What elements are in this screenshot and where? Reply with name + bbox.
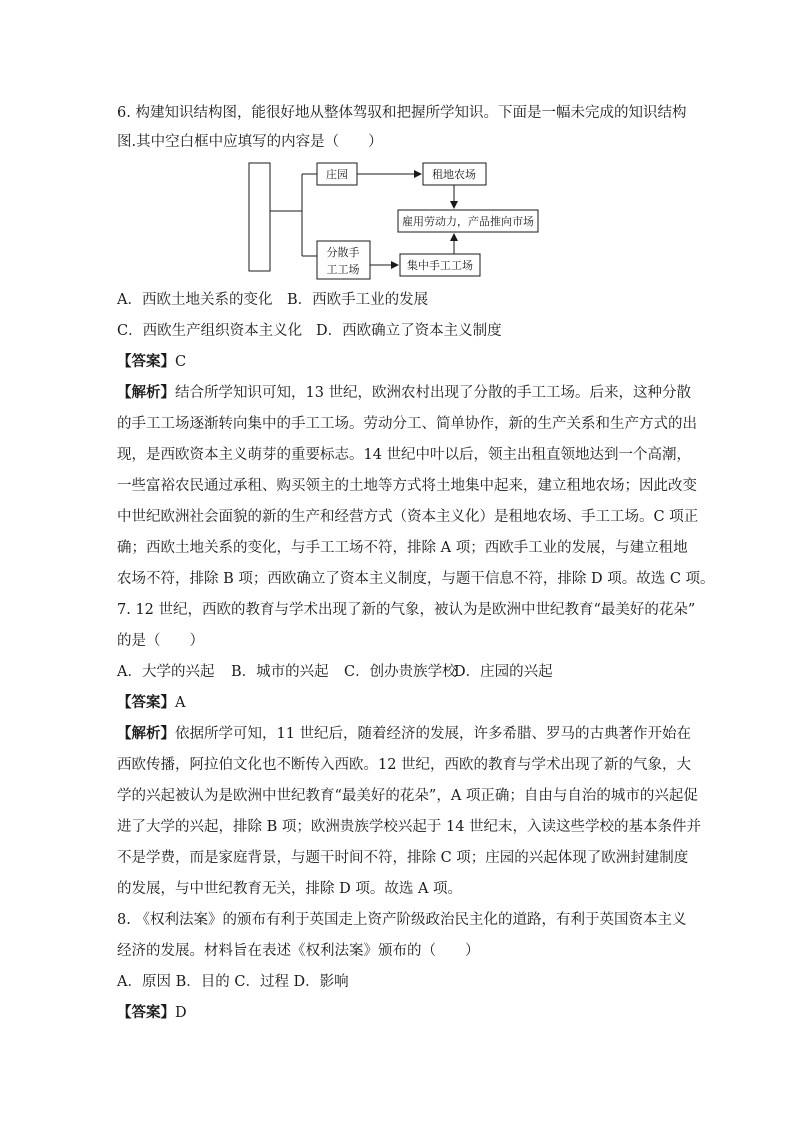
q8-options: A．原因 B．目的 C．过程 D．影响 xyxy=(117,974,349,990)
q6-option-d: D．西欧确立了资本主义制度 xyxy=(316,323,502,339)
q6-option-a: A．西欧土地关系的变化 xyxy=(117,292,273,308)
q6-analysis-line-6: 确；西欧土地关系的变化，与手工工场不符，排除 A 项；西欧手工业的发展，与建立租地 xyxy=(117,540,688,556)
box-scattered-label-1: 分散手 xyxy=(326,246,360,259)
q7-option-b: B．城市的兴起 xyxy=(231,664,329,680)
q7-analysis-line-4: 进了大学的兴起，排除 B 项；欧洲贵族学校兴起于 14 世纪末，入读这些学校的基本条件并 xyxy=(117,819,702,835)
q7-analysis-line-1 xyxy=(117,724,691,744)
q7-analysis-line-5: 不是学费，而是家庭背景，与题干时间不符，排除 C 项；庄园的兴起体现了欧洲封建制度 xyxy=(117,850,689,866)
q6-option-b: B．西欧手工业的发展 xyxy=(287,292,429,308)
q6-analysis-line-3: 现，是西欧资本主义萌芽的重要标志。14 世纪中叶以后，领主出租直领地达到一个高潮， xyxy=(117,447,692,463)
q7-option-a: A．大学的兴起 xyxy=(117,664,215,680)
box-manor xyxy=(317,163,357,185)
answer-value: A xyxy=(175,695,186,711)
analysis-label: 【解析】 xyxy=(117,725,175,742)
analysis-text: 依据所学可知，11 世纪后，随着经济的发展，许多希腊、罗马的古典著作开始在 xyxy=(175,726,692,742)
blank-box xyxy=(249,163,270,271)
q8-stem-line-2: 经济的发展。材料旨在表述《权利法案》颁布的（ ） xyxy=(117,943,480,959)
q7-stem-line-1: 7. 12 世纪，西欧的教育与学术出现了新的气象，被认为是欧洲中世纪教育“最美好的花朵” xyxy=(117,602,696,618)
q7-analysis-line-2: 西欧传播，阿拉伯文化也不断传入西欧。12 世纪，西欧的教育与学术出现了新的气象，大 xyxy=(117,757,692,773)
q7-option-d: D．庄园的兴起 xyxy=(454,664,553,680)
answer-label: 【答案】 xyxy=(117,353,175,370)
q7-analysis-line-3: 学的兴起被认为是欧洲中世纪教育“最美好的花朵”，A 项正确；自由与自治的城市的兴起促 xyxy=(117,788,698,804)
q8-answer xyxy=(117,1003,187,1023)
answer-label: 【答案】 xyxy=(117,694,175,711)
q6-stem-line-2: 图.其中空白框中应填写的内容是（ ） xyxy=(117,134,383,150)
answer-label: 【答案】 xyxy=(117,1004,175,1021)
q7-analysis-line-6: 的发展，与中世纪教育无关，排除 D 项。故选 A 项。 xyxy=(117,881,463,897)
q6-stem-line-1: 6. 构建知识结构图，能很好地从整体驾驭和把握所学知识。下面是一幅未完成的知识结构 xyxy=(117,105,687,121)
box-hired-labor xyxy=(398,210,538,232)
q6-analysis-line-1 xyxy=(117,383,691,403)
q6-option-c: C．西欧生产组织资本主义化 xyxy=(117,323,303,339)
q6-analysis-line-5: 中世纪欧洲社会面貌的新的生产和经营方式（资本主义化）是租地农场、手工工场。C 项正 xyxy=(117,509,699,525)
box-scattered-workshop xyxy=(317,241,370,279)
analysis-text: 结合所学知识可知，13 世纪，欧洲农村出现了分散的手工工场。后来，这种分散 xyxy=(175,385,692,401)
q8-stem-line-1: 8. 《权利法案》的颁布有利于英国走上资产阶级政治民主化的道路，有利于英国资本主义 xyxy=(117,912,687,928)
q7-answer xyxy=(117,693,185,713)
box-rent-farm xyxy=(423,163,486,185)
answer-value: D xyxy=(175,1005,187,1021)
answer-value: C xyxy=(175,354,187,370)
box-centralized-workshop xyxy=(400,254,480,276)
box-scattered-label-2: 工工场 xyxy=(326,263,360,276)
analysis-label: 【解析】 xyxy=(117,384,175,401)
q7-stem-line-2: 的是（ ） xyxy=(117,633,204,649)
box-rent-farm-label: 租地农场 xyxy=(432,168,476,181)
q6-analysis-line-7: 农场不符，排除 B 项；西欧确立了资本主义制度，与题干信息不符，排除 D 项。故选 C 项。 xyxy=(117,571,715,587)
q6-analysis-line-4: 一些富裕农民通过承租、购买领主的土地等方式将土地集中起来，建立租地农场；因此改变 xyxy=(117,478,697,494)
q6-answer xyxy=(117,352,186,372)
box-centralized-label: 集中手工工场 xyxy=(407,259,473,272)
q7-option-c: C．创办贵族学校 xyxy=(344,664,457,680)
box-hired-labor-label: 雇用劳动力，产品推向市场 xyxy=(402,215,534,228)
box-manor-label: 庄园 xyxy=(326,168,348,181)
q6-analysis-line-2: 的手工工场逐渐转向集中的手工工场。劳动分工、简单协作，新的生产关系和生产方式的出 xyxy=(117,416,697,432)
